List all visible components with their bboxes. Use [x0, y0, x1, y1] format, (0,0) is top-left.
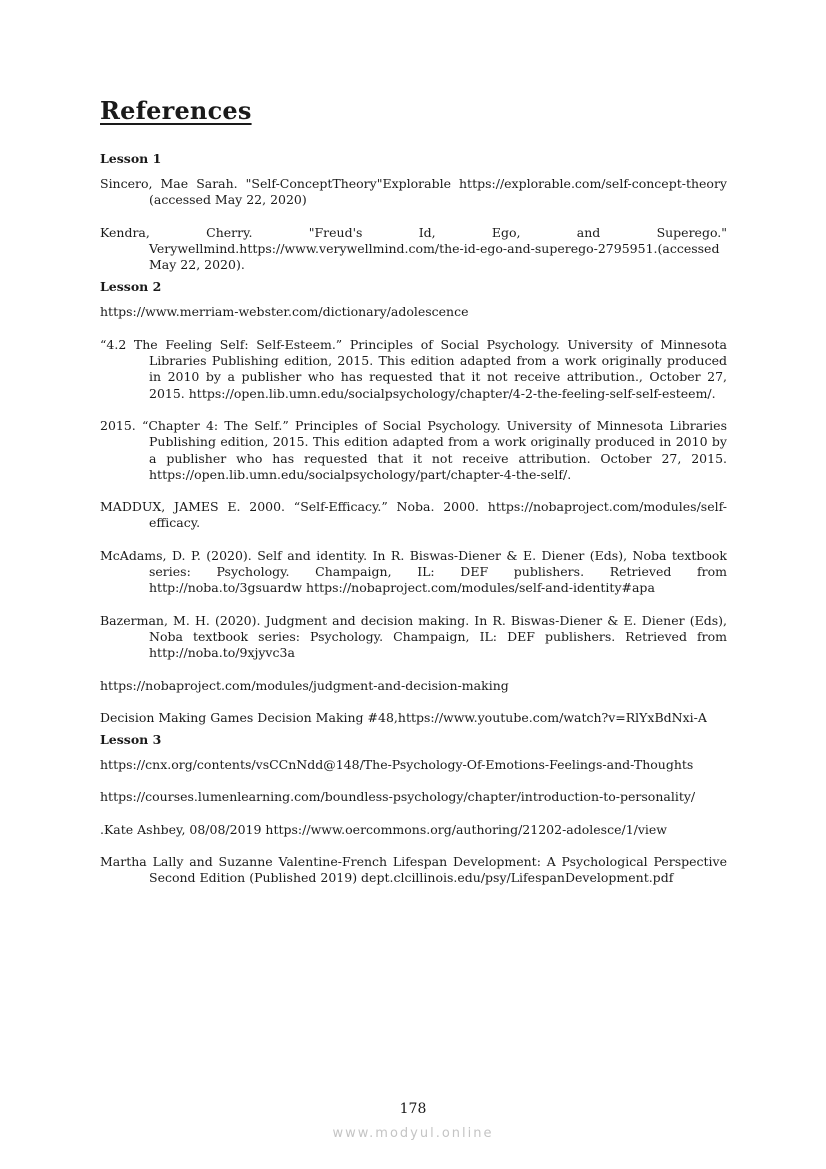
lesson-heading: Lesson 3 — [100, 732, 162, 748]
reference-entry: Sincero, Mae Sarah. "Self-ConceptTheory"Explorable https://explorable.com/self-concept-theory (accessed May 22, 2020) — [100, 176, 727, 208]
reference-entry: McAdams, D. P. (2020). Self and identity. In R. Biswas-Diener & E. Diener (Eds), Noba textbook series: Psychology. Champaign, IL: DEF publishers. Retrieved from http://noba.to/3gsuardw https://nobaproject.com/modules/self-and-identity#apa — [100, 547, 727, 596]
reference-entry: “4.2 The Feeling Self: Self-Esteem.” Principles of Social Psychology. University of Minnesota Libraries Publishing edition, 2015. This edition adapted from a work originally produced in 2010 by a publisher who has requested that it not receive attribution., October 27, 2015. https://open.lib.umn.edu/socialpsychology/chapter/4-2-the-feeling-self-self-esteem/. — [100, 336, 727, 401]
references-page — [100, 96, 727, 903]
reference-entry: https://www.merriam-webster.com/dictionary/adolescence — [100, 304, 469, 320]
lesson-heading: Lesson 2 — [100, 279, 162, 295]
reference-entry: MADDUX, JAMES E. 2000. “Self-Efficacy.” Noba. 2000. https://nobaproject.com/modules/self-efficacy. — [100, 499, 727, 531]
reference-entry: https://cnx.org/contents/vsCCnNdd@148/The-Psychology-Of-Emotions-Feelings-and-Thoughts — [100, 757, 694, 773]
reference-entry: https://nobaproject.com/modules/judgment-and-decision-making — [100, 677, 509, 693]
watermark: www.modyul.online — [332, 1126, 494, 1141]
reference-entry: .Kate Ashbey, 08/08/2019 https://www.oercommons.org/authoring/21202-adolesce/1/view — [100, 821, 668, 837]
reference-entry: Decision Making Games Decision Making #48,https://www.youtube.com/watch?v=RlYxBdNxi-A — [100, 709, 707, 725]
page-title: References — [100, 96, 252, 125]
reference-entry: Martha Lally and Suzanne Valentine-French Lifespan Development: A Psychological Perspective Second Edition (Published 2019) dept.clcillinois.edu/psy/LifespanDevelopment.pdf — [100, 854, 727, 886]
reference-entry: https://courses.lumenlearning.com/boundless-psychology/chapter/introduction-to-personality/ — [100, 789, 696, 805]
reference-entry: Bazerman, M. H. (2020). Judgment and decision making. In R. Biswas-Diener & E. Diener (Eds), Noba textbook series: Psychology. Champaign, IL: DEF publishers. Retrieved from http://noba.to/9xjyvc3a — [100, 612, 727, 661]
lesson-heading: Lesson 1 — [100, 151, 162, 166]
reference-entry: 2015. “Chapter 4: The Self.” Principles of Social Psychology. University of Minnesota Libraries Publishing edition, 2015. This edition adapted from a work originally produced in 2010 by a publisher who has requested that it not receive attribution. October 27, 2015. https://open.lib.umn.edu/socialpsychology/part/chapter-4-the-self/. — [100, 417, 727, 482]
page-number: 178 — [399, 1101, 427, 1117]
reference-entry: Kendra, Cherry. "Freud's Id, Ego, and Superego." Verywellmind.https://www.verywellmind.com/the-id-ego-and-superego-2795951.(accessed May 22, 2020). — [100, 224, 727, 273]
